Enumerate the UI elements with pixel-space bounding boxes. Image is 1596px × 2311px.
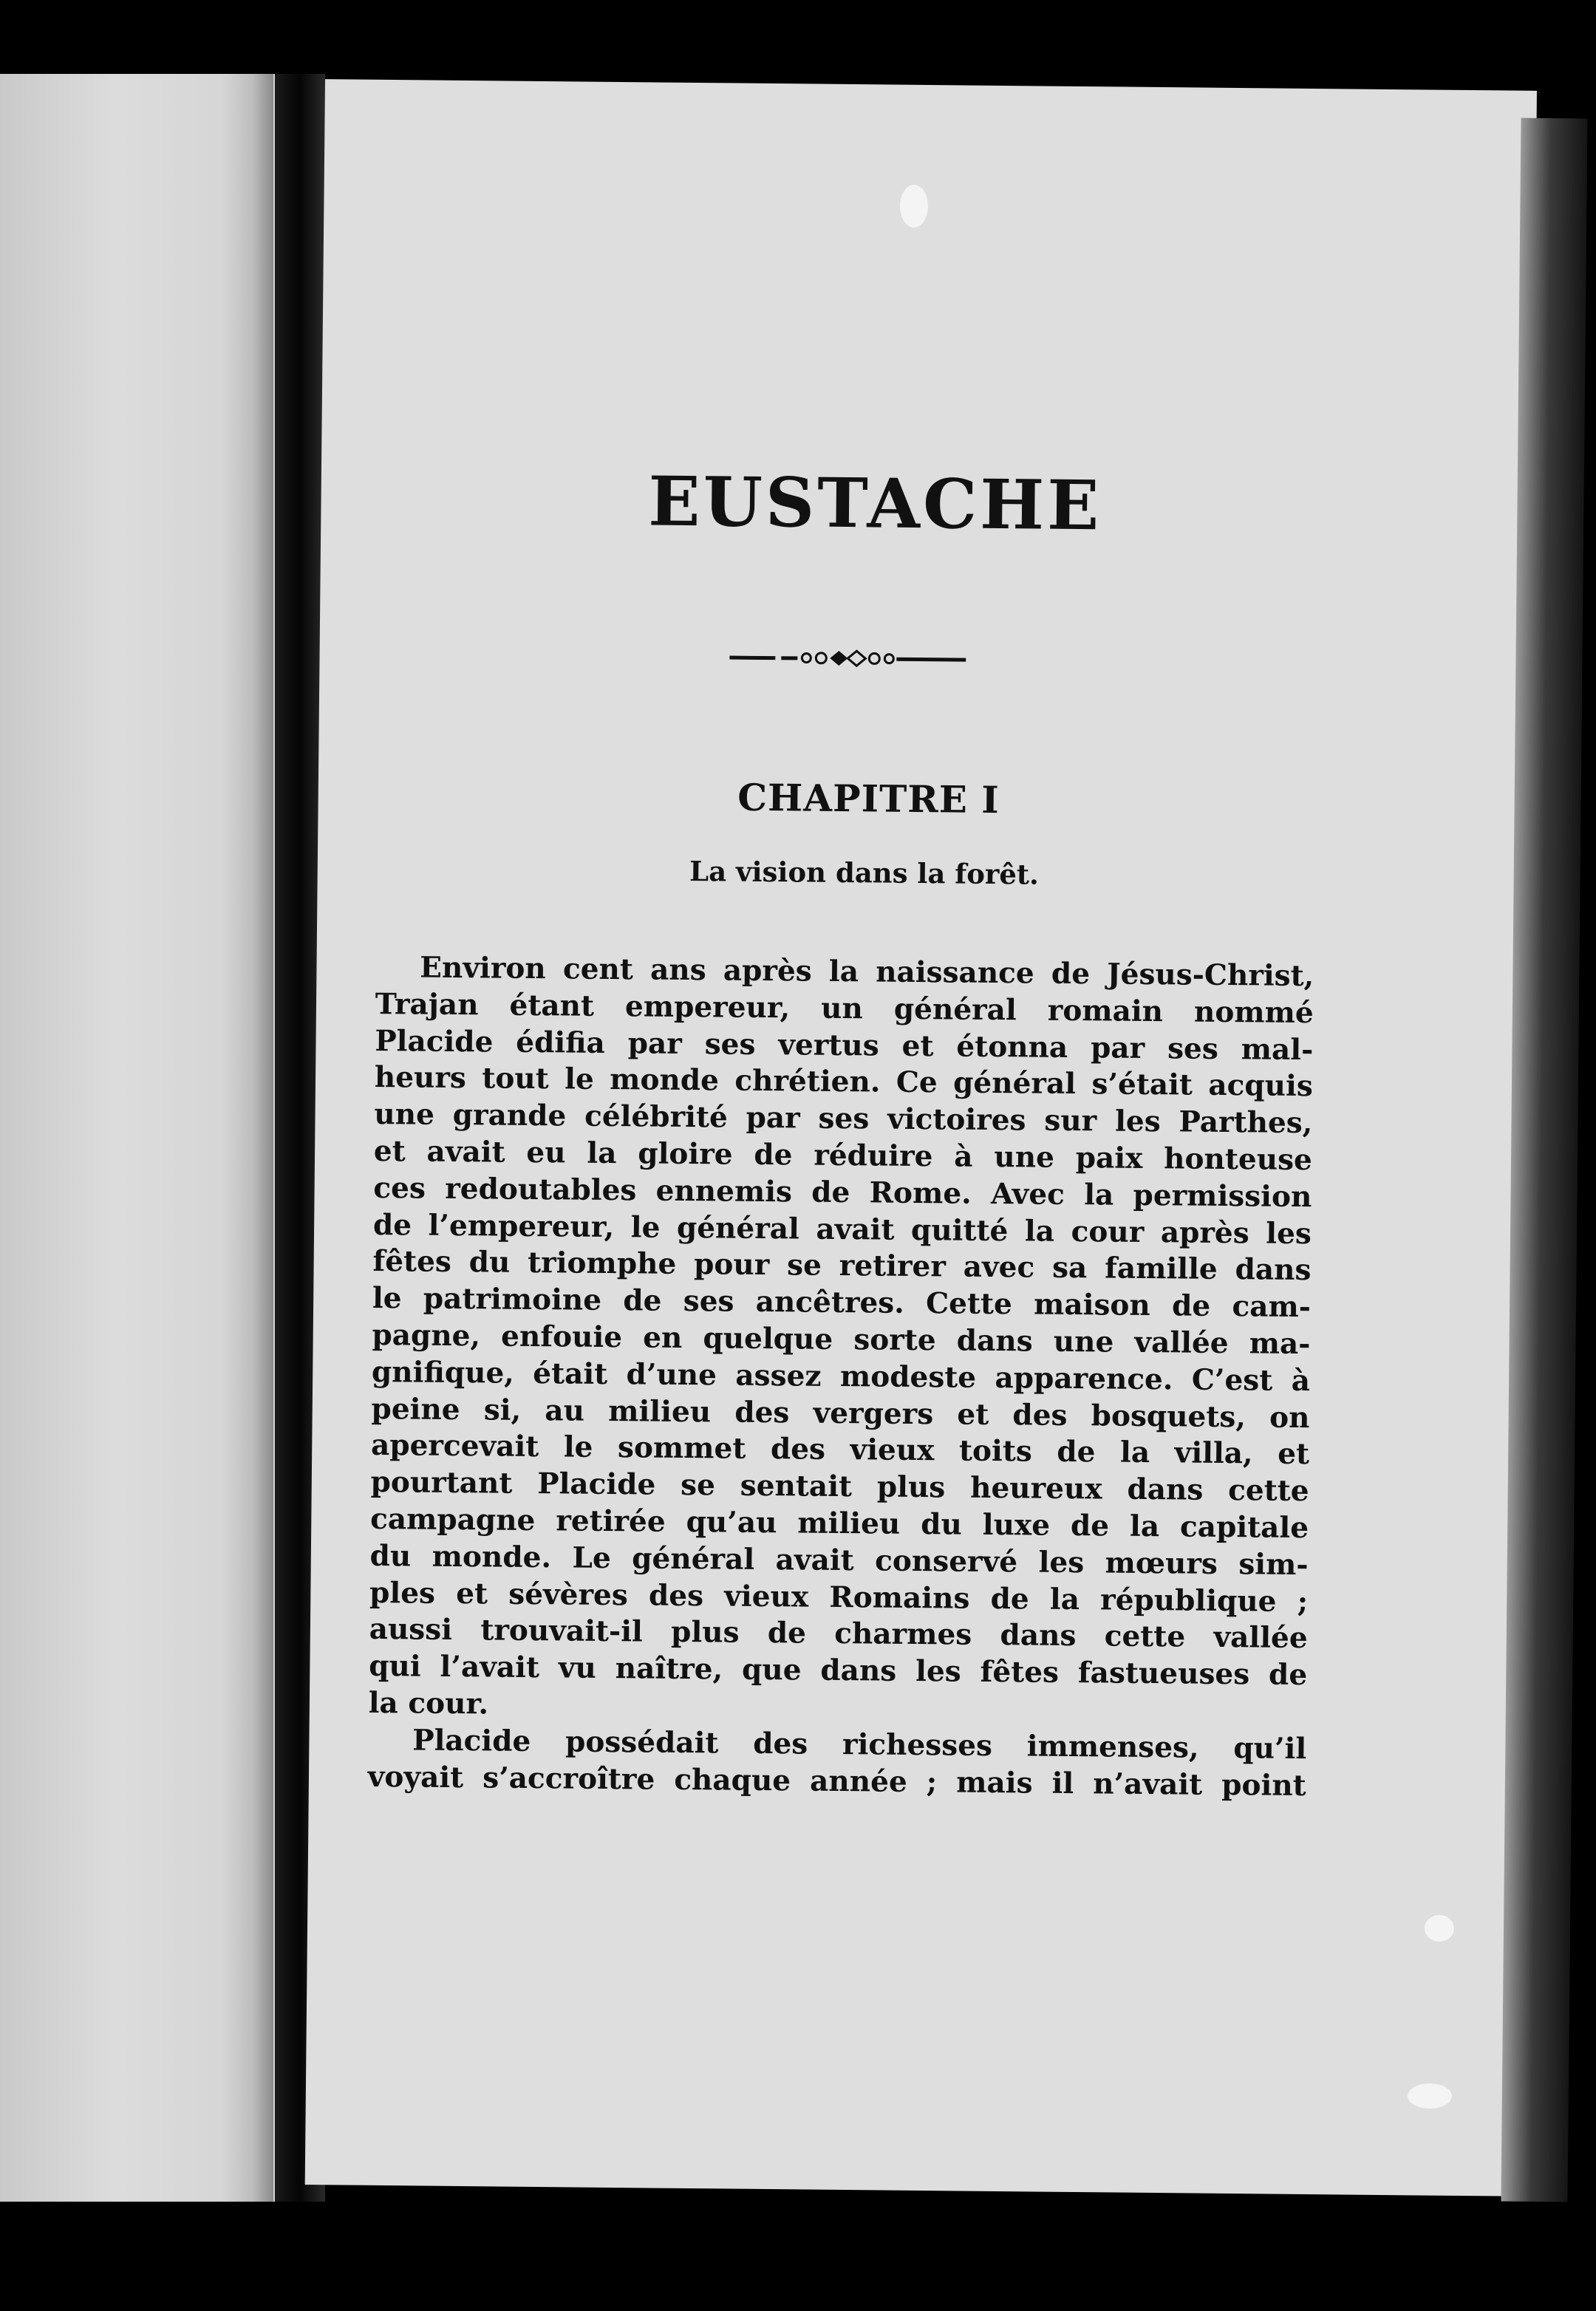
paper-speck: [1408, 2083, 1452, 2109]
text-line: apercevait le sommet des vieux toits de la villa, et: [370, 1428, 1310, 1472]
body-text: [368, 949, 1314, 1804]
text-line: Environ cent ans après la naissance de Jésus-Christ,: [420, 950, 1314, 994]
text-line: Placide possédait des richesses immenses, qu’il: [412, 1723, 1307, 1766]
text-line: gnifique, était d’une assez modeste apparence. C’est à: [371, 1354, 1311, 1398]
text-line: voyait s’accroître chaque année ; mais il n’avait point: [367, 1759, 1306, 1803]
ornament-divider: [729, 646, 966, 671]
text-line: Placide édifia par ses vertus et étonna par ses mal-: [375, 1023, 1314, 1067]
chapter-heading: CHAPITRE I: [737, 775, 1000, 822]
text-line: Trajan étant empereur, un général romain nommé: [375, 986, 1314, 1030]
text-line: qui l’avait vu naître, que dans les fêtes fastueuses de: [368, 1649, 1308, 1693]
text-line: et avait eu la gloire de réduire à une paix honteuse: [373, 1133, 1313, 1178]
paper-speck: [1425, 1915, 1454, 1942]
paper-speck: [900, 185, 928, 228]
text-line: du monde. Le général avait conservé les mœurs sim-: [369, 1538, 1309, 1582]
text-line: pagne, enfouie en quelque sorte dans une vallée ma-: [372, 1317, 1311, 1362]
chapter-title: La vision dans la forêt.: [689, 855, 1040, 891]
left-page-edge: [222, 74, 273, 2202]
text-line: de l’empereur, le général avait quitté la cour après les: [372, 1207, 1312, 1251]
page-content: [368, 451, 1319, 1804]
text-line: ples et sévères des vieux Romains de la république ;: [369, 1575, 1309, 1619]
text-line: campagne retirée qu’au milieu du luxe de la capitale: [369, 1501, 1309, 1546]
book-title: EUSTACHE: [647, 461, 1102, 546]
text-line: le patrimoine de ses ancêtres. Cette maison de cam-: [372, 1281, 1312, 1325]
text-line: peine si, au milieu des vergers et des bosquets, on: [371, 1391, 1310, 1435]
text-line: aussi trouvait-il plus de charmes dans cette vallée: [369, 1612, 1308, 1656]
text-line: fêtes du triomphe pour se retirer avec sa famille dans: [372, 1244, 1312, 1288]
text-line: heurs tout le monde chrétien. Ce général s’était acquis: [374, 1060, 1314, 1104]
text-line: la cour.: [368, 1685, 489, 1721]
text-line: une grande célébrité par ses victoires sur les Parthes,: [374, 1097, 1313, 1141]
text-line: ces redoutables ennemis de Rome. Avec la permission: [373, 1170, 1312, 1214]
text-line: pourtant Placide se sentait plus heureux dans cette: [370, 1465, 1309, 1509]
